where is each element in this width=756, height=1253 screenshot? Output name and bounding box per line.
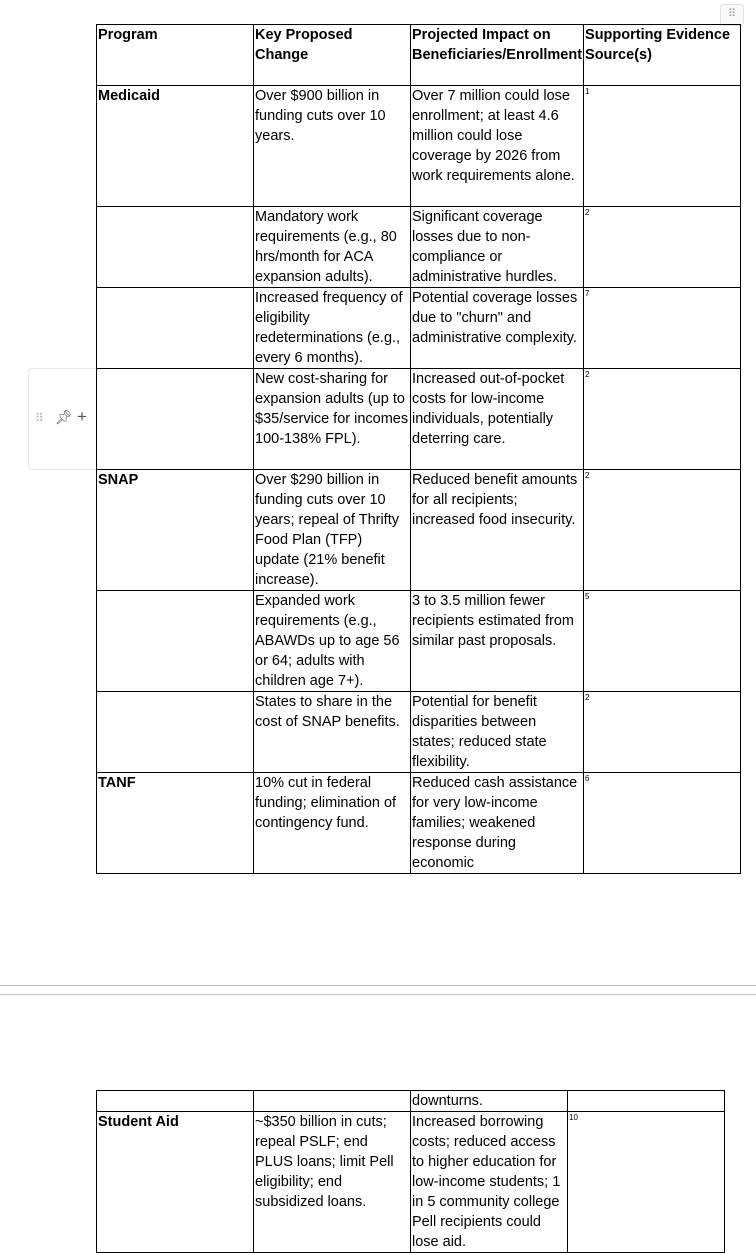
table-row	[97, 369, 741, 470]
cell-change: New cost-sharing for expansion adults (up to $35/service for incomes 100-138% FPL).	[254, 369, 411, 470]
cell-program	[97, 591, 254, 692]
table-row	[97, 1091, 725, 1112]
table-row	[97, 288, 741, 369]
cell-impact: Potential for benefit disparities between states; reduced state flexibility.	[411, 692, 584, 773]
header-program: Program	[97, 25, 254, 86]
table-row	[97, 692, 741, 773]
add-row-icon[interactable]: +	[77, 407, 87, 426]
cell-change: ~$350 billion in cuts; repeal PSLF; end PLUS loans; limit Pell eligibility; end subsidized loans.	[254, 1112, 411, 1253]
source-ref[interactable]: 2	[585, 693, 590, 702]
cell-source	[584, 288, 741, 369]
source-ref[interactable]: 2	[585, 208, 590, 217]
table-row	[97, 86, 741, 207]
header-key-change: Key Proposed Change	[254, 25, 411, 86]
table-header-row	[97, 25, 741, 86]
source-ref[interactable]: 2	[585, 471, 590, 480]
cell-impact: Over 7 million could lose enrollment; at least 4.6 million could lose coverage by 2026 from work requirements alone.	[411, 86, 584, 207]
header-impact: Projected Impact on Beneficiaries/Enrollment	[411, 25, 584, 86]
cell-change: Over $900 billion in funding cuts over 10 years.	[254, 86, 411, 207]
cell-impact: downturns.	[411, 1091, 568, 1112]
table-row	[97, 470, 741, 591]
table-row	[97, 207, 741, 288]
source-ref[interactable]: 10	[569, 1113, 578, 1122]
cell-source	[584, 207, 741, 288]
cell-change: Mandatory work requirements (e.g., 80 hrs/month for ACA expansion adults).	[254, 207, 411, 288]
cell-impact: Significant coverage losses due to non-compliance or administrative hurdles.	[411, 207, 584, 288]
source-ref[interactable]	[569, 1091, 723, 1092]
table-row	[97, 773, 741, 874]
page-break	[0, 985, 756, 995]
cell-impact: Reduced benefit amounts for all recipients; increased food insecurity.	[411, 470, 584, 591]
cell-program: Student Aid	[97, 1112, 254, 1253]
cell-change: Increased frequency of eligibility redeterminations (e.g., every 6 months).	[254, 288, 411, 369]
cell-impact: 3 to 3.5 million fewer recipients estimated from similar past proposals.	[411, 591, 584, 692]
cell-change: Over $290 billion in funding cuts over 10 years; repeal of Thrifty Food Plan (TFP) update (21% benefit increase).	[254, 470, 411, 591]
cell-source	[584, 369, 741, 470]
cell-source	[584, 591, 741, 692]
cell-program: SNAP	[97, 470, 254, 591]
cell-source	[584, 773, 741, 874]
table-row	[97, 591, 741, 692]
source-ref[interactable]: 1	[585, 87, 590, 96]
cell-change	[254, 1091, 411, 1112]
cell-source	[584, 470, 741, 591]
row-controls	[28, 368, 96, 470]
cell-impact: Reduced cash assistance for very low-income families; weakened response during economic	[411, 773, 584, 874]
table-row	[97, 1112, 725, 1253]
cell-source	[584, 86, 741, 207]
cell-impact: Increased out-of-pocket costs for low-income individuals, potentially deterring care.	[411, 369, 584, 470]
source-ref[interactable]: 7	[585, 289, 590, 298]
table-drag-handle[interactable]: ⠿	[720, 4, 744, 26]
cell-impact: Potential coverage losses due to "churn" and administrative complexity.	[411, 288, 584, 369]
cell-program	[97, 207, 254, 288]
cell-program	[97, 1091, 254, 1112]
source-ref[interactable]: 5	[585, 592, 590, 601]
cell-program	[97, 288, 254, 369]
cell-program: Medicaid	[97, 86, 254, 207]
program-impact-table-continued	[96, 1090, 725, 1253]
source-ref[interactable]: 2	[585, 370, 590, 379]
cell-impact: Increased borrowing costs; reduced access to higher education for low-income students; 1 in 5 community college Pell recipients could lose aid.	[411, 1112, 568, 1253]
cell-change: 10% cut in federal funding; elimination of contingency fund.	[254, 773, 411, 874]
cell-source	[568, 1091, 725, 1112]
program-impact-table	[96, 24, 741, 874]
source-ref[interactable]: 6	[585, 774, 590, 783]
drag-grip-icon[interactable]: ⠿	[35, 411, 42, 425]
cell-program: TANF	[97, 773, 254, 874]
header-sources: Supporting Evidence Source(s)	[584, 25, 741, 86]
cell-change: Expanded work requirements (e.g., ABAWDs up to age 56 or 64; adults with children age 7+).	[254, 591, 411, 692]
pin-icon[interactable]: 📌︎	[55, 409, 73, 425]
cell-change: States to share in the cost of SNAP benefits.	[254, 692, 411, 773]
cell-source	[584, 692, 741, 773]
cell-program	[97, 692, 254, 773]
cell-source	[568, 1112, 725, 1253]
cell-program	[97, 369, 254, 470]
